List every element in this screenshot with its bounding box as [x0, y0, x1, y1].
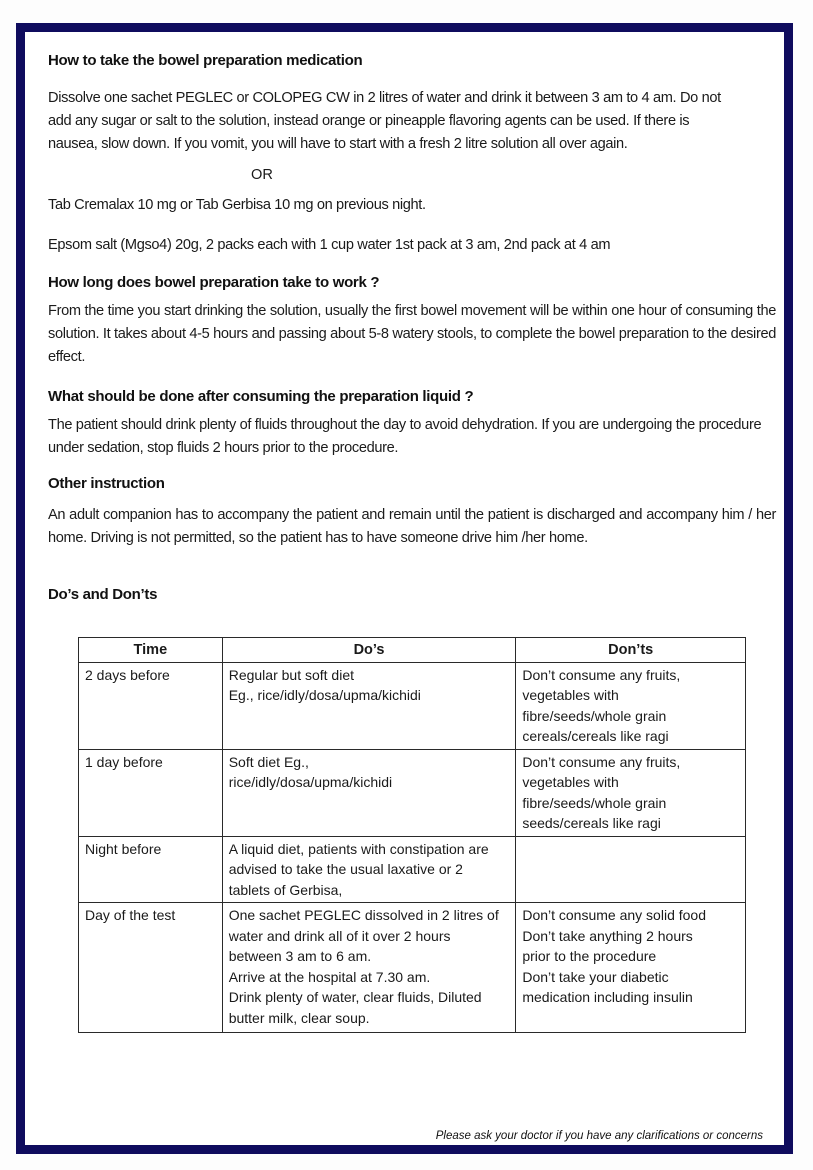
- how-to-take-line-3: nausea, slow down. If you vomit, you will have to start with a fresh 2 litre solution all over again.: [48, 136, 628, 152]
- column-header-time: Time: [79, 638, 223, 663]
- dos-line: Drink plenty of water, clear fluids, Diluted: [228, 989, 482, 1005]
- or-separator: OR: [251, 167, 273, 183]
- dos-line: advised to take the usual laxative or 2: [228, 861, 463, 877]
- dos-line: Soft diet Eg.,: [228, 753, 309, 770]
- donts-cell: [516, 749, 746, 836]
- table-row: [79, 903, 746, 1033]
- other-instruction-paragraph: An adult companion has to accompany the patient and remain until the patient is discharged and accompany him / her home. Driving is not permitted, so the patient has to have someone drive him /her home.: [48, 507, 776, 546]
- heading-after: What should be done after consuming the preparation liquid ?: [48, 388, 474, 405]
- column-header-donts: Don’ts: [516, 638, 746, 663]
- dos-line: between 3 am to 6 am.: [228, 948, 372, 964]
- table-row: [79, 836, 746, 903]
- time-cell: 2 days before: [79, 662, 223, 749]
- after-paragraph: The patient should drink plenty of fluids throughout the day to avoid dehydration. If you are undergoing the procedure under sedation, stop fluids 2 hours prior to the procedure.: [48, 417, 762, 456]
- time-cell: 1 day before: [79, 749, 223, 836]
- donts-line: medication including insulin: [522, 989, 693, 1005]
- page-frame: [16, 23, 793, 1154]
- donts-cell-empty: [516, 836, 746, 903]
- table-header-row: [79, 638, 746, 663]
- dos-line: tablets of Gerbisa,: [228, 881, 343, 898]
- heading-other-instruction: Other instruction: [48, 475, 165, 492]
- dos-line: Arrive at the hospital at 7.30 am.: [228, 968, 431, 985]
- dos-line: A liquid diet, patients with constipation are: [228, 840, 489, 857]
- dos-line: Eg., rice/idly/dosa/upma/kichidi: [228, 687, 421, 703]
- donts-line: fibre/seeds/whole grain: [522, 794, 667, 811]
- heading-dos-donts: Do’s and Don’ts: [48, 586, 158, 603]
- how-to-take-line-1: Dissolve one sachet PEGLEC or COLOPEG CW in 2 litres of water and drink it between 3 am to 4 am. Do not: [48, 90, 721, 106]
- table-row: [79, 662, 746, 749]
- donts-line: vegetables with: [522, 774, 619, 790]
- donts-cell: [516, 662, 746, 749]
- dos-line: rice/idly/dosa/upma/kichidi: [228, 774, 393, 790]
- time-cell: Night before: [79, 836, 223, 903]
- column-header-dos: Do’s: [222, 638, 516, 663]
- dos-cell: [222, 749, 516, 836]
- dos-line: water and drink all of it over 2 hours: [228, 927, 451, 944]
- dos-donts-table: [78, 637, 746, 1033]
- alt-tablet-instruction: Tab Cremalax 10 mg or Tab Gerbisa 10 mg on previous night.: [48, 197, 426, 213]
- dos-cell: [222, 903, 516, 1033]
- alt-epsom-instruction: Epsom salt (Mgso4) 20g, 2 packs each with 1 cup water 1st pack at 3 am, 2nd pack at 4 am: [48, 237, 611, 253]
- dos-cell: [222, 662, 516, 749]
- how-to-take-line-2: add any sugar or salt to the solution, instead orange or pineapple flavoring agents can be used. If there is: [48, 113, 690, 129]
- donts-line: Don’t consume any fruits,: [522, 666, 681, 683]
- donts-line: seeds/cereals like ragi: [522, 815, 661, 831]
- donts-line: fibre/seeds/whole grain: [522, 707, 667, 724]
- dos-cell: [222, 836, 516, 903]
- dos-line: One sachet PEGLEC dissolved in 2 litres of: [228, 907, 499, 923]
- footer-note: Please ask your doctor if you have any clarifications or concerns: [435, 1130, 763, 1142]
- donts-line: Don’t take your diabetic: [522, 968, 669, 985]
- donts-line: cereals/cereals like ragi: [522, 728, 669, 744]
- donts-line: vegetables with: [522, 687, 619, 703]
- dos-line: butter milk, clear soup.: [228, 1009, 370, 1026]
- table-row: [79, 749, 746, 836]
- time-cell: Day of the test: [79, 903, 223, 1033]
- donts-line: Don’t consume any solid food: [522, 907, 706, 923]
- donts-line: prior to the procedure: [522, 948, 657, 964]
- dos-line: Regular but soft diet: [228, 666, 354, 683]
- how-long-paragraph: From the time you start drinking the solution, usually the first bowel movement will be within one hour of consuming the solution. It takes about 4-5 hours and passing about 5-8 watery stools, to complete the bowel preparation to the desired effect.: [48, 303, 776, 365]
- donts-line: Don’t consume any fruits,: [522, 753, 681, 770]
- heading-how-long: How long does bowel preparation take to work ?: [48, 274, 380, 291]
- donts-cell: [516, 903, 746, 1033]
- heading-how-to-take: How to take the bowel preparation medication: [48, 52, 363, 69]
- donts-line: Don’t take anything 2 hours: [522, 927, 693, 944]
